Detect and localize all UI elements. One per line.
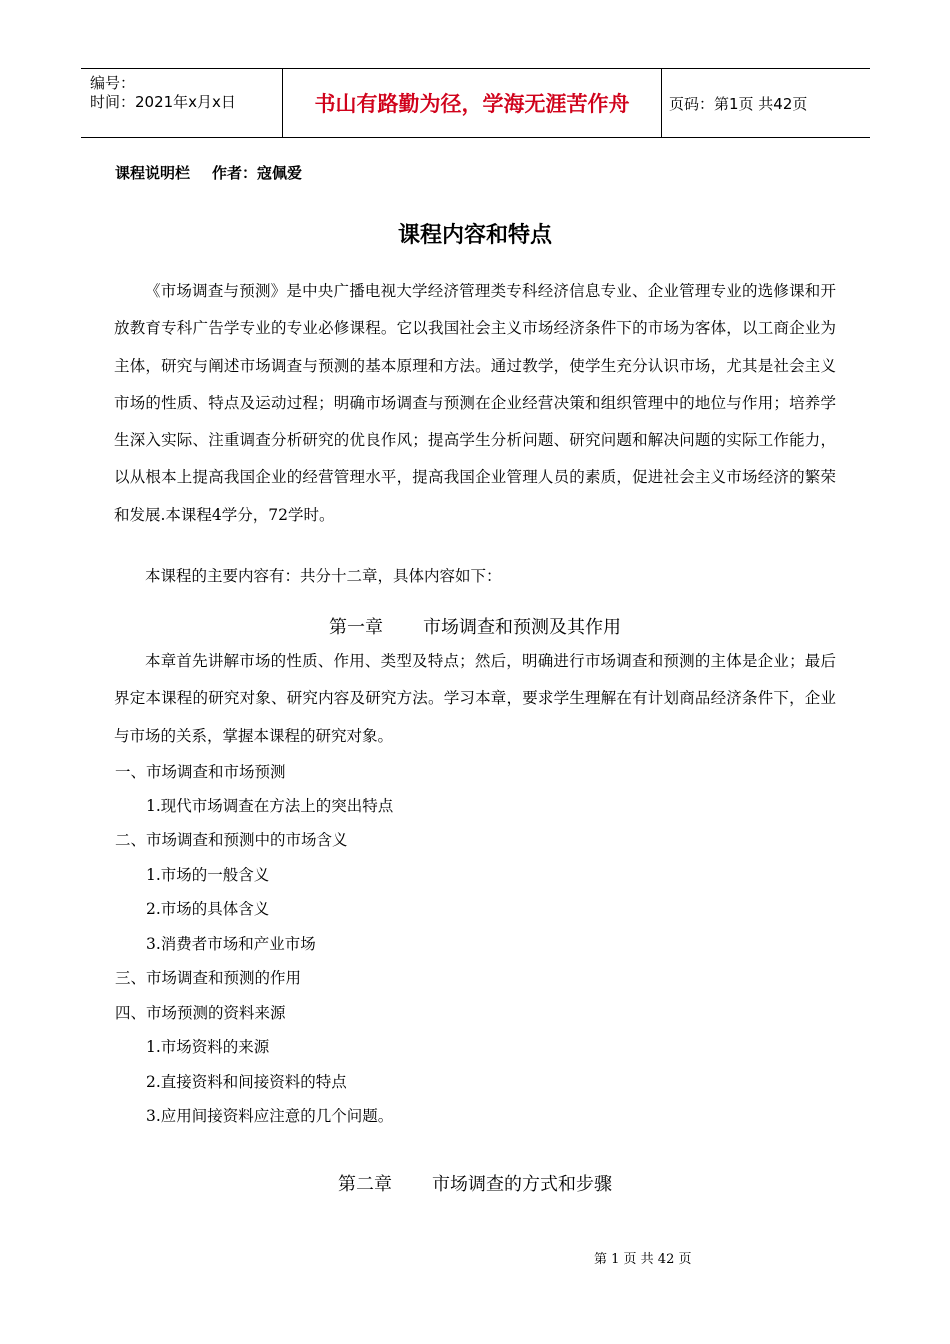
header-meta-cell [81,69,283,137]
chapter-1-number: 第一章 [329,617,383,638]
number-label: 编号： [90,74,136,92]
byline [115,162,302,183]
page-footer: 第 1 页 共 42 页 [594,1252,692,1267]
chapter-2-title: 市场调查的方式和步骤 [432,1174,612,1195]
intro-paragraph: 《市场调查与预测》是中央广播电视大学经济管理类专科经济信息专业、企业管理专业的选修课和开放教育专科广告学专业的专业必修课程。它以我国社会主义市场经济条件下的市场为客体，以工商企业为主体，研究与阐述市场调查与预测的基本原理和方法。通过教学，使学生充分认识市场，尤其是社会主义市场的性质、特点及运动过程；明确市场调查与预测在企业经营决策和组织管理中的地位与作用；培养学生深入实际、注重调查分析研究的优良作风；提高学生分析问题、研究问题和解决问题的实际工作能力，以从根本上提高我国企业的经营管理水平，提高我国企业管理人员的素质，促进社会主义市场经济的繁荣和发展.本课程4学分，72学时。 [114,282,836,524]
outline-item: 一、市场调查和市场预测 [115,763,286,781]
outline-item: 1.市场的一般含义 [146,866,270,884]
outline-item: 2.直接资料和间接资料的特点 [146,1073,347,1091]
header-motto: 书山有路勤为径，学海无涯苦作舟 [283,69,662,137]
chapter-1-heading [0,613,950,639]
chapter-1-title: 市场调查和预测及其作用 [423,617,621,638]
outline-item: 四、市场预测的资料来源 [115,1004,286,1022]
document-header [81,68,870,138]
outline-item: 二、市场调查和预测中的市场含义 [115,831,348,849]
chapter-1-summary: 本章首先讲解市场的性质、作用、类型及特点；然后，明确进行市场调查和预测的主体是企业；最后界定本课程的研究对象、研究内容及研究方法。学习本章，要求学生理解在有计划商品经济条件下，企业与市场的关系，掌握本课程的研究对象。 [114,652,836,745]
page-title: 课程内容和特点 [397,223,552,248]
outline-item: 1.市场资料的来源 [146,1038,270,1056]
outline-item: 三、市场调查和预测的作用 [115,969,302,987]
chapter-2-heading [0,1170,950,1196]
outline-item: 3.消费者市场和产业市场 [146,935,316,953]
byline-column: 课程说明栏 [115,164,191,182]
header-page-info: 页码：第1页 共42页 [669,94,808,113]
main-content-intro: 本课程的主要内容有：共分十二章，具体内容如下： [145,567,502,585]
chapter-2-number: 第二章 [338,1174,392,1195]
time-label: 时间：2021年x月x日 [90,93,236,111]
byline-author: 作者：寇佩爱 [212,164,303,182]
outline-item: 1.现代市场调查在方法上的突出特点 [146,797,394,815]
outline-item: 2.市场的具体含义 [146,900,270,918]
outline-item: 3.应用间接资料应注意的几个问题。 [146,1107,394,1125]
